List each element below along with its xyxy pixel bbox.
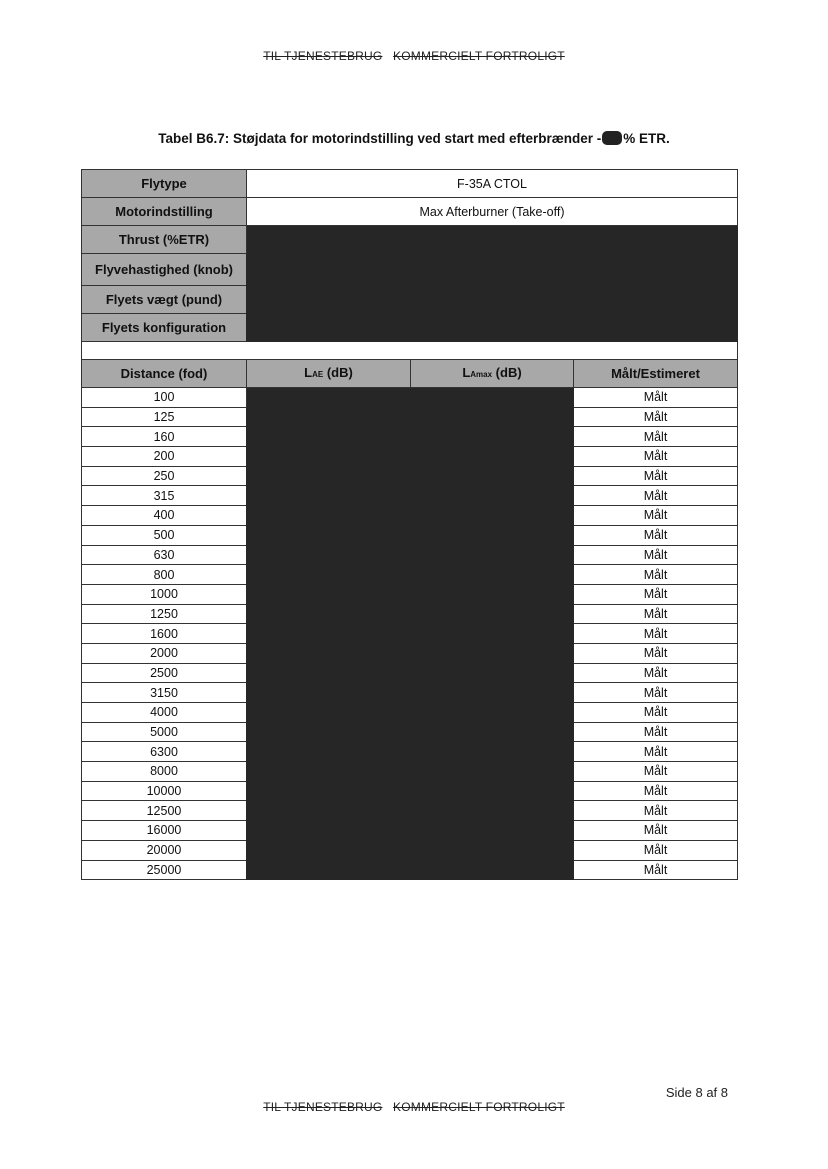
status-cell: Målt xyxy=(574,506,738,526)
distance-cell: 1250 xyxy=(82,604,247,624)
status-cell: Målt xyxy=(574,604,738,624)
table-title-prefix: Tabel B6.7: Støjdata for motorindstilling ved start med efterbrænder - xyxy=(158,131,602,146)
distance-cell: 4000 xyxy=(82,703,247,723)
distance-cell: 10000 xyxy=(82,781,247,801)
meta-label: Motorindstilling xyxy=(82,198,247,226)
table-row xyxy=(82,388,738,408)
redacted-level-values xyxy=(247,388,574,880)
classification-header-part1: TIL TJENESTEBRUG xyxy=(263,49,383,63)
status-cell: Målt xyxy=(574,663,738,683)
noise-data-table xyxy=(81,169,738,880)
redacted-meta-values xyxy=(247,226,738,342)
status-cell: Målt xyxy=(574,584,738,604)
column-header-lae xyxy=(247,360,411,388)
classification-header xyxy=(0,49,828,63)
distance-cell: 400 xyxy=(82,506,247,526)
status-cell: Målt xyxy=(574,703,738,723)
distance-cell: 25000 xyxy=(82,860,247,880)
meta-label: Flyets konfiguration xyxy=(82,314,247,342)
column-header-status: Målt/Estimeret xyxy=(574,360,738,388)
status-cell: Målt xyxy=(574,427,738,447)
status-cell: Målt xyxy=(574,525,738,545)
status-cell: Målt xyxy=(574,742,738,762)
column-header-distance: Distance (fod) xyxy=(82,360,247,388)
status-cell: Målt xyxy=(574,683,738,703)
distance-cell: 12500 xyxy=(82,801,247,821)
lae-subscript: AE xyxy=(312,369,324,379)
distance-cell: 1000 xyxy=(82,584,247,604)
meta-value: Max Afterburner (Take-off) xyxy=(247,198,738,226)
meta-label: Flyets vægt (pund) xyxy=(82,286,247,314)
classification-footer-part2: KOMMERCIELT FORTROLIGT xyxy=(393,1100,565,1114)
distance-cell: 5000 xyxy=(82,722,247,742)
distance-cell: 630 xyxy=(82,545,247,565)
classification-footer-part1: TIL TJENESTEBRUG xyxy=(263,1100,383,1114)
status-cell: Målt xyxy=(574,801,738,821)
distance-cell: 2500 xyxy=(82,663,247,683)
distance-cell: 8000 xyxy=(82,762,247,782)
distance-cell: 200 xyxy=(82,447,247,467)
distance-cell: 500 xyxy=(82,525,247,545)
lamax-subscript: Amax xyxy=(470,369,493,379)
distance-cell: 3150 xyxy=(82,683,247,703)
distance-cell: 125 xyxy=(82,407,247,427)
status-cell: Målt xyxy=(574,388,738,408)
status-cell: Målt xyxy=(574,486,738,506)
table-title xyxy=(0,131,828,146)
status-cell: Målt xyxy=(574,781,738,801)
distance-cell: 160 xyxy=(82,427,247,447)
table-spacer xyxy=(82,342,738,360)
meta-label: Flyvehastighed (knob) xyxy=(82,254,247,286)
distance-cell: 315 xyxy=(82,486,247,506)
status-cell: Målt xyxy=(574,722,738,742)
meta-label: Thrust (%ETR) xyxy=(82,226,247,254)
distance-cell: 6300 xyxy=(82,742,247,762)
meta-label: Flytype xyxy=(82,170,247,198)
status-cell: Målt xyxy=(574,860,738,880)
lamax-unit: (dB) xyxy=(492,364,522,380)
redaction-block xyxy=(602,131,622,145)
meta-row xyxy=(82,226,738,254)
status-cell: Målt xyxy=(574,643,738,663)
meta-row xyxy=(82,198,738,226)
status-cell: Målt xyxy=(574,624,738,644)
column-header-lamax xyxy=(411,360,574,388)
distance-cell: 1600 xyxy=(82,624,247,644)
meta-value: F-35A CTOL xyxy=(247,170,738,198)
status-cell: Målt xyxy=(574,466,738,486)
lae-symbol: L xyxy=(304,364,313,380)
classification-footer xyxy=(0,1100,828,1114)
distance-cell: 16000 xyxy=(82,821,247,841)
lae-unit: (dB) xyxy=(323,364,353,380)
distance-cell: 100 xyxy=(82,388,247,408)
distance-cell: 20000 xyxy=(82,840,247,860)
page-number: Side 8 af 8 xyxy=(665,1085,728,1100)
classification-header-part2: KOMMERCIELT FORTROLIGT xyxy=(393,49,565,63)
status-cell: Målt xyxy=(574,545,738,565)
status-cell: Målt xyxy=(574,447,738,467)
status-cell: Målt xyxy=(574,762,738,782)
status-cell: Målt xyxy=(574,565,738,585)
status-cell: Målt xyxy=(574,407,738,427)
table-title-suffix: % ETR. xyxy=(623,131,670,146)
status-cell: Målt xyxy=(574,840,738,860)
distance-cell: 250 xyxy=(82,466,247,486)
status-cell: Målt xyxy=(574,821,738,841)
distance-cell: 2000 xyxy=(82,643,247,663)
distance-cell: 800 xyxy=(82,565,247,585)
lamax-symbol: L xyxy=(462,364,471,380)
meta-row xyxy=(82,170,738,198)
